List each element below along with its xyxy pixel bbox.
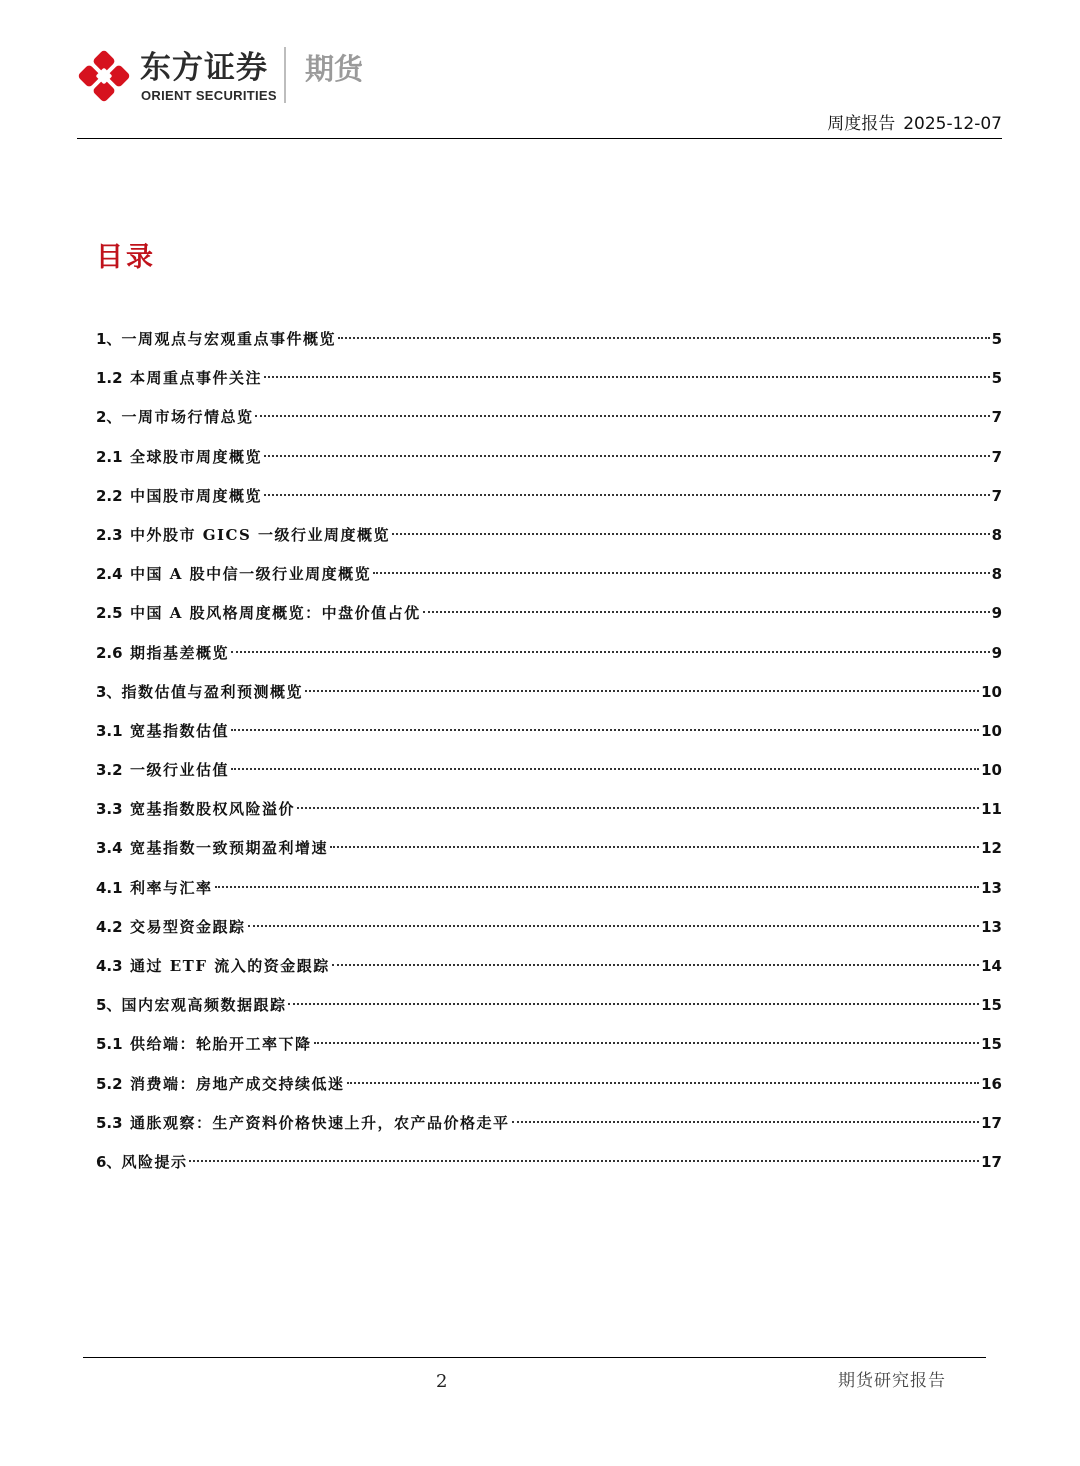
- toc-dot-leader: [423, 611, 990, 613]
- toc-dot-leader: [248, 925, 980, 927]
- toc-entry-title: [96, 438, 262, 477]
- toc-dot-leader: [288, 1003, 979, 1005]
- toc-entry-title: [96, 516, 390, 555]
- toc-entry[interactable]: [96, 594, 1002, 633]
- toc-entry-label: 全球股市周度概览: [130, 447, 263, 466]
- toc-entry[interactable]: [96, 398, 1002, 437]
- toc-entry-number: 3、: [96, 682, 122, 701]
- toc-dot-leader: [231, 768, 979, 770]
- toc-entry[interactable]: [96, 829, 1002, 868]
- toc-entry[interactable]: [96, 751, 1002, 790]
- toc-entry-page: 7: [991, 447, 1002, 466]
- toc-entry-title: [96, 986, 286, 1025]
- toc-entry-label: 本周重点事件关注: [130, 369, 263, 388]
- toc-entry-number: 5.1: [96, 1035, 123, 1054]
- toc-entry-number: 2.2: [96, 486, 123, 505]
- toc-entry-label: 一周观点与宏观重点事件概览: [121, 330, 336, 348]
- report-type: 周度报告: [827, 114, 896, 134]
- toc-entry[interactable]: [96, 712, 1002, 751]
- toc-entry-label: 中外股市 GICS 一级行业周度概览: [130, 525, 391, 544]
- toc-entry-label: 风险提示: [121, 1152, 188, 1171]
- table-of-contents: [96, 320, 1002, 1182]
- toc-entry-title: [96, 673, 303, 712]
- report-date: 2025-12-07: [903, 114, 1002, 134]
- toc-entry-page: 5: [991, 330, 1002, 348]
- toc-entry-title: [96, 398, 253, 437]
- toc-entry-number: 5.3: [96, 1113, 123, 1132]
- toc-entry-number: 2.3: [96, 525, 123, 544]
- toc-entry-page: 8: [991, 565, 1002, 584]
- toc-entry-title: [96, 1065, 345, 1104]
- toc-entry-page: 7: [991, 486, 1002, 505]
- toc-title: 目录: [96, 242, 156, 273]
- toc-entry-number: 3.2: [96, 761, 123, 780]
- toc-entry[interactable]: [96, 1104, 1002, 1143]
- toc-entry[interactable]: [96, 320, 1002, 359]
- brand-name-en: ORIENT SECURITIES: [141, 88, 277, 103]
- toc-entry-page: 13: [981, 878, 1002, 897]
- toc-entry-label: 宽基指数一致预期盈利增速: [130, 839, 329, 858]
- toc-entry[interactable]: [96, 634, 1002, 673]
- toc-dot-leader: [215, 886, 980, 888]
- toc-entry-page: 16: [981, 1074, 1002, 1093]
- toc-entry-page: 9: [991, 604, 1002, 623]
- toc-entry-number: 5、: [96, 996, 122, 1015]
- toc-entry-page: 14: [981, 957, 1002, 975]
- toc-entry-label: 宽基指数股权风险溢价: [130, 800, 296, 819]
- toc-entry-title: [96, 908, 246, 947]
- toc-entry-title: [96, 359, 262, 398]
- toc-dot-leader: [314, 1042, 980, 1044]
- toc-entry-number: 3.1: [96, 721, 123, 740]
- toc-entry-title: [96, 947, 330, 986]
- toc-entry-number: 1.2: [96, 369, 123, 388]
- toc-entry-label: 中国 A 股中信一级行业周度概览: [130, 565, 372, 584]
- toc-entry-title: [96, 869, 213, 908]
- toc-dot-leader: [338, 337, 990, 339]
- toc-dot-leader: [512, 1121, 980, 1123]
- toc-entry[interactable]: [96, 673, 1002, 712]
- footer-divider: [83, 1357, 986, 1358]
- toc-entry-page: 13: [981, 917, 1002, 936]
- toc-entry-label: 一周市场行情总览: [121, 408, 254, 427]
- toc-entry-number: 5.2: [96, 1074, 123, 1093]
- toc-entry-title: [96, 1025, 312, 1064]
- toc-entry-title: [96, 1143, 187, 1182]
- toc-dot-leader: [264, 455, 990, 457]
- toc-entry-number: 6、: [96, 1152, 122, 1171]
- toc-entry-page: 15: [981, 1035, 1002, 1054]
- toc-entry-title: [96, 634, 229, 673]
- page-number: 2: [436, 1371, 448, 1392]
- toc-entry-page: 12: [981, 839, 1002, 858]
- toc-entry-number: 2.4: [96, 565, 123, 584]
- brand-name-cn: 东方证券: [140, 50, 268, 86]
- toc-entry-page: 8: [991, 525, 1002, 544]
- toc-entry-page: 10: [981, 682, 1002, 701]
- toc-dot-leader: [264, 376, 990, 378]
- toc-entry[interactable]: [96, 1065, 1002, 1104]
- toc-entry-number: 3.3: [96, 800, 123, 819]
- report-meta: [827, 113, 1002, 135]
- toc-entry-label: 通过 ETF 流入的资金跟踪: [130, 957, 330, 975]
- toc-entry-label: 一级行业估值: [130, 761, 230, 780]
- footer-label: 期货研究报告: [838, 1371, 946, 1391]
- page-header: [0, 0, 1080, 140]
- toc-entry-label: 指数估值与盈利预测概览: [121, 682, 303, 701]
- toc-entry-title: [96, 712, 229, 751]
- toc-entry-number: 1、: [96, 330, 122, 348]
- toc-entry-number: 2.6: [96, 643, 123, 662]
- toc-dot-leader: [332, 964, 979, 966]
- brand-divider: [284, 47, 286, 103]
- toc-dot-leader: [231, 651, 990, 653]
- toc-dot-leader: [231, 729, 979, 731]
- toc-entry[interactable]: [96, 790, 1002, 829]
- toc-entry-number: 2、: [96, 408, 122, 427]
- toc-entry[interactable]: [96, 516, 1002, 555]
- toc-entry[interactable]: [96, 908, 1002, 947]
- toc-entry-page: 5: [991, 369, 1002, 388]
- toc-entry-title: [96, 320, 336, 359]
- toc-entry-label: 消费端：房地产成交持续低迷: [130, 1074, 345, 1093]
- toc-entry[interactable]: [96, 477, 1002, 516]
- toc-entry-number: 2.1: [96, 447, 123, 466]
- toc-entry-title: [96, 1104, 510, 1143]
- toc-entry-number: 3.4: [96, 839, 123, 858]
- toc-dot-leader: [347, 1082, 980, 1084]
- toc-entry-label: 利率与汇率: [130, 878, 213, 897]
- orient-securities-logo-icon: [76, 48, 132, 104]
- toc-dot-leader: [264, 494, 990, 496]
- toc-entry-page: 11: [981, 800, 1002, 819]
- toc-entry-title: [96, 751, 229, 790]
- toc-entry[interactable]: [96, 869, 1002, 908]
- toc-dot-leader: [373, 572, 989, 574]
- toc-entry[interactable]: [96, 947, 1002, 986]
- toc-entry-label: 交易型资金跟踪: [130, 917, 246, 936]
- toc-entry[interactable]: [96, 1025, 1002, 1064]
- toc-entry-label: 国内宏观高频数据跟踪: [121, 996, 287, 1015]
- toc-entry-page: 9: [991, 643, 1002, 662]
- toc-entry[interactable]: [96, 359, 1002, 398]
- toc-entry-page: 17: [981, 1113, 1002, 1132]
- toc-entry-label: 宽基指数估值: [130, 721, 230, 740]
- toc-entry-title: [96, 594, 421, 633]
- toc-entry-page: 10: [981, 721, 1002, 740]
- toc-entry[interactable]: [96, 1143, 1002, 1182]
- toc-entry[interactable]: [96, 986, 1002, 1025]
- toc-entry-number: 4.2: [96, 917, 123, 936]
- toc-entry-number: 4.1: [96, 878, 123, 897]
- toc-entry-label: 通胀观察：生产资料价格快速上升，农产品价格走平: [130, 1113, 510, 1132]
- toc-dot-leader: [297, 807, 979, 809]
- toc-entry[interactable]: [96, 438, 1002, 477]
- toc-dot-leader: [392, 533, 990, 535]
- toc-dot-leader: [305, 690, 979, 692]
- toc-entry-page: 7: [991, 408, 1002, 427]
- toc-entry-label: 中国股市周度概览: [130, 486, 263, 505]
- toc-entry-label: 中国 A 股风格周度概览：中盘价值占优: [130, 604, 421, 623]
- toc-entry-title: [96, 477, 262, 516]
- toc-entry-title: [96, 555, 371, 594]
- header-divider: [77, 138, 1002, 139]
- toc-entry-page: 10: [981, 761, 1002, 780]
- toc-dot-leader: [189, 1160, 979, 1162]
- toc-entry-number: 4.3: [96, 957, 123, 975]
- division-label: 期货: [305, 52, 364, 86]
- toc-entry-label: 期指基差概览: [130, 643, 230, 662]
- toc-entry-label: 供给端：轮胎开工率下降: [130, 1035, 312, 1054]
- toc-entry-page: 17: [981, 1152, 1002, 1171]
- toc-dot-leader: [255, 415, 989, 417]
- toc-entry-page: 15: [981, 996, 1002, 1015]
- toc-entry-number: 2.5: [96, 604, 123, 623]
- toc-entry-title: [96, 790, 295, 829]
- toc-entry[interactable]: [96, 555, 1002, 594]
- toc-entry-title: [96, 829, 328, 868]
- toc-dot-leader: [330, 846, 979, 848]
